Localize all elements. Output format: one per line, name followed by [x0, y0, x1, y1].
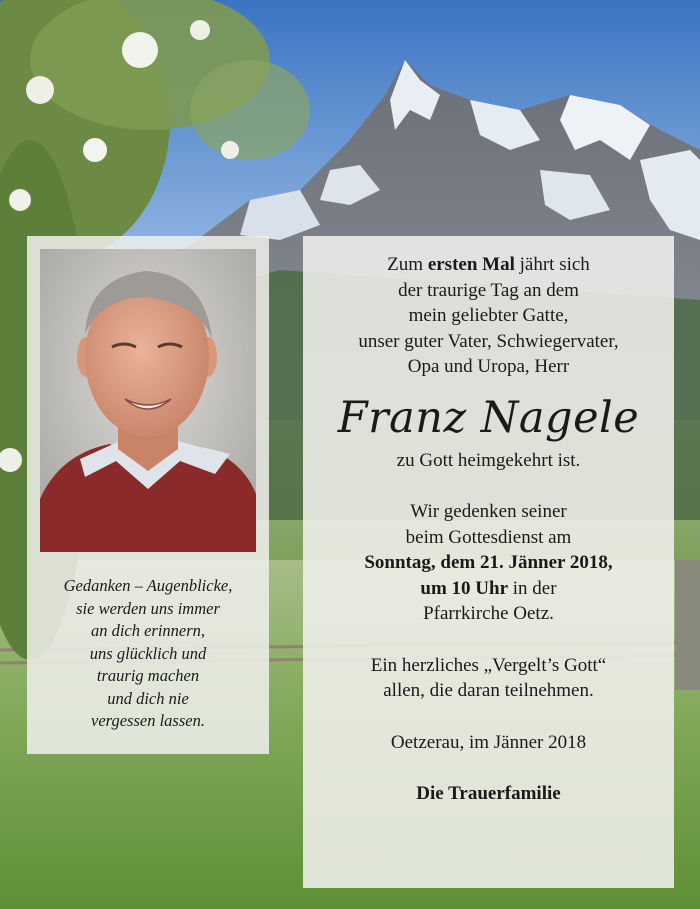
verse-line: traurig machen: [96, 666, 200, 685]
service-date: [303, 550, 674, 576]
photo-panel: [27, 236, 269, 754]
verse-line: uns glücklich und: [89, 643, 207, 663]
announcement-panel: [303, 236, 674, 888]
intro-text: jährt sich: [514, 254, 590, 275]
intro-line: der traurige Tag an dem: [398, 279, 579, 301]
intro-emphasis: ersten Mal: [427, 254, 515, 275]
verse-line: an dich erinnern,: [90, 621, 206, 640]
memorial-verse: [27, 575, 269, 733]
portrait-photo: [40, 249, 256, 552]
verse-line: Gedanken – Augenblicke,: [63, 576, 233, 595]
thanks-line: Ein herzliches „Vergelt’s Gott“: [370, 654, 607, 676]
signature: [303, 781, 674, 807]
service-date-text: Sonntag, dem 21. Jänner 2018,: [364, 552, 613, 573]
service-line: beim Gottesdienst am: [405, 526, 572, 548]
intro-line: Opa und Uropa, Herr: [407, 356, 570, 377]
intro-line: unser guter Vater, Schwiegervater,: [358, 330, 619, 352]
returned-line: zu Gott heimgekehrt ist.: [396, 449, 581, 471]
service-church: Pfarrkirche Oetz.: [423, 603, 554, 624]
intro-line: [303, 252, 674, 278]
service-time-text: um 10 Uhr: [420, 577, 509, 599]
signature-text: Die Trauerfamilie: [416, 783, 561, 804]
verse-line: vergessen lassen.: [91, 711, 205, 730]
deceased-name: Franz Nagele: [337, 392, 640, 443]
place-date: Oetzerau, im Jänner 2018: [390, 731, 587, 753]
service-line: Wir gedenken seiner: [410, 501, 567, 522]
service-time-rest: in der: [508, 577, 557, 599]
intro-text: Zum: [387, 254, 428, 275]
service-time: [303, 576, 674, 602]
portrait-image: [40, 249, 256, 552]
thanks-line: allen, die daran teilnehmen.: [383, 680, 594, 701]
verse-line: und dich nie: [107, 688, 189, 708]
intro-line: mein geliebter Gatte,: [408, 305, 569, 326]
verse-line: sie werden uns immer: [76, 598, 220, 618]
